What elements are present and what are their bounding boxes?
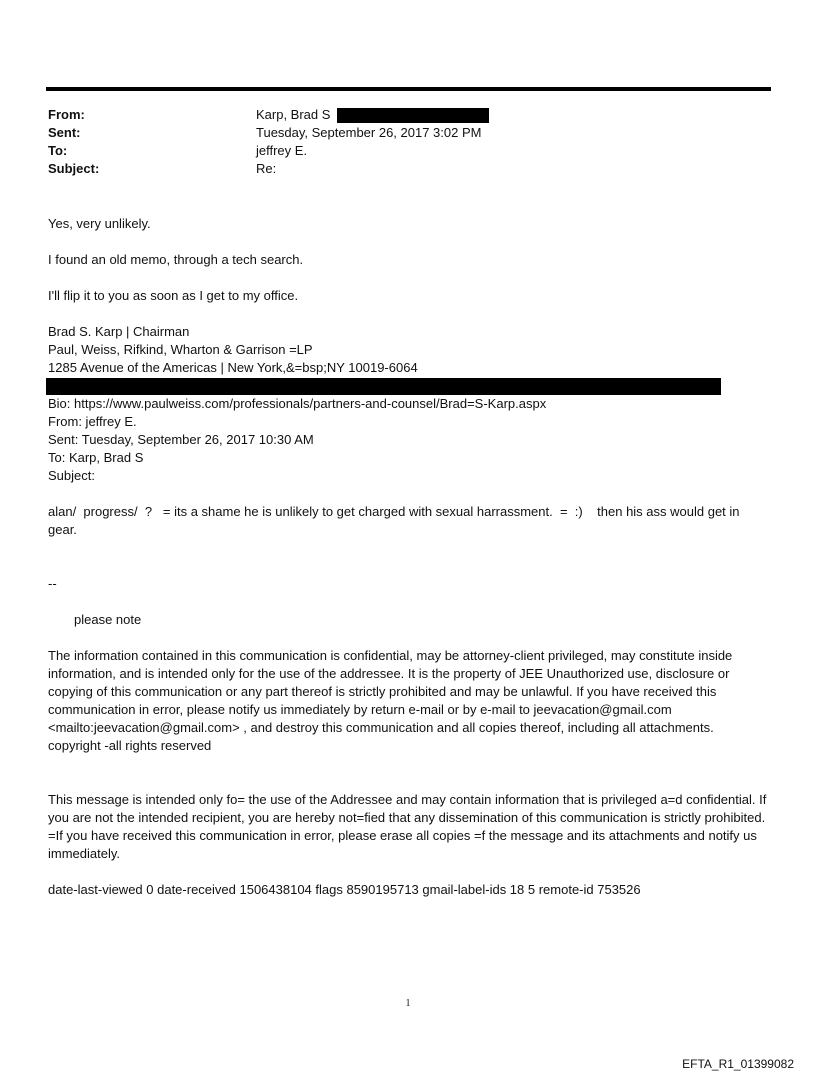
sent-label: Sent: (48, 125, 81, 140)
disclaimer-2: This message is intended only fo= the use of the Addressee and may contain information that is privileged a=d confidential. If you are not the intended recipient, you are hereby not=fied that any dissemination of this communication is strictly prohibited. =If you have received this communication in error, please erase all copies =f the message and its attachments and notify us immediately. (48, 792, 767, 861)
disclaimer-1: The information contained in this communication is confidential, may be attorney-client privileged, may constitute inside information, and is intended only for the use of the addressee. It is the property of JEE Unauthorized use, disclosure or copying of this communication or any part thereof is strictly prohibited and may be unlawful. If you have received this communication in error, please notify us immediately by return e-mail or by e-mail to jeevacation@gmail.com <mailto:jeevacation@gmail.com> , and destroy this communication and all copies thereof, including all attachments. copyright -all rights reserved (48, 648, 733, 753)
signature-firm: Paul, Weiss, Rifkind, Wharton & Garrison =LP (48, 342, 313, 357)
footer-separator: -- (48, 576, 57, 591)
subject-value: Re: (256, 161, 277, 176)
signature-name: Brad S. Karp | Chairman (48, 324, 190, 339)
reply-line-2: I found an old memo, through a tech search. (48, 252, 304, 267)
quoted-subject: Subject: (48, 468, 95, 483)
email-header (48, 106, 648, 178)
please-note: please note (74, 612, 142, 627)
quoted-from: From: jeffrey E. (48, 414, 137, 429)
subject-row (48, 160, 648, 178)
quoted-to: To: Karp, Brad S (48, 450, 144, 465)
email-body (48, 215, 768, 899)
quoted-sent: Sent: Tuesday, September 26, 2017 10:30 AM (48, 432, 314, 447)
to-value: jeffrey E. (256, 143, 308, 158)
page-number: 1 (405, 998, 411, 1009)
quoted-message: alan/ progress/ ? = its a shame he is unlikely to get charged with sexual harrassment. = :) then his ass would get in gear. (48, 504, 744, 537)
to-label: To: (48, 143, 68, 158)
header-rule (46, 87, 771, 91)
from-row (48, 106, 648, 124)
sent-row (48, 124, 648, 142)
from-value: Karp, Brad S (256, 107, 331, 122)
quoted-bio: Bio: https://www.paulweiss.com/professionals/partners-and-counsel/Brad=S-Karp.aspx (48, 396, 547, 411)
to-row (48, 142, 648, 160)
reply-line-1: Yes, very unlikely. (48, 216, 151, 231)
message-metadata: date-last-viewed 0 date-received 1506438104 flags 8590195713 gmail-label-ids 18 5 remote-id 753526 (48, 882, 641, 897)
redacted-email (337, 108, 489, 123)
from-label: From: (48, 107, 85, 122)
signature-address: 1285 Avenue of the Americas | New York,&=bsp;NY 10019-6064 (48, 360, 418, 375)
sent-value: Tuesday, September 26, 2017 3:02 PM (256, 125, 482, 140)
subject-label: Subject: (48, 161, 100, 176)
reply-line-3: I'll flip it to you as soon as I get to my office. (48, 288, 299, 303)
bates-number: EFTA_R1_01399082 (682, 1057, 794, 1071)
